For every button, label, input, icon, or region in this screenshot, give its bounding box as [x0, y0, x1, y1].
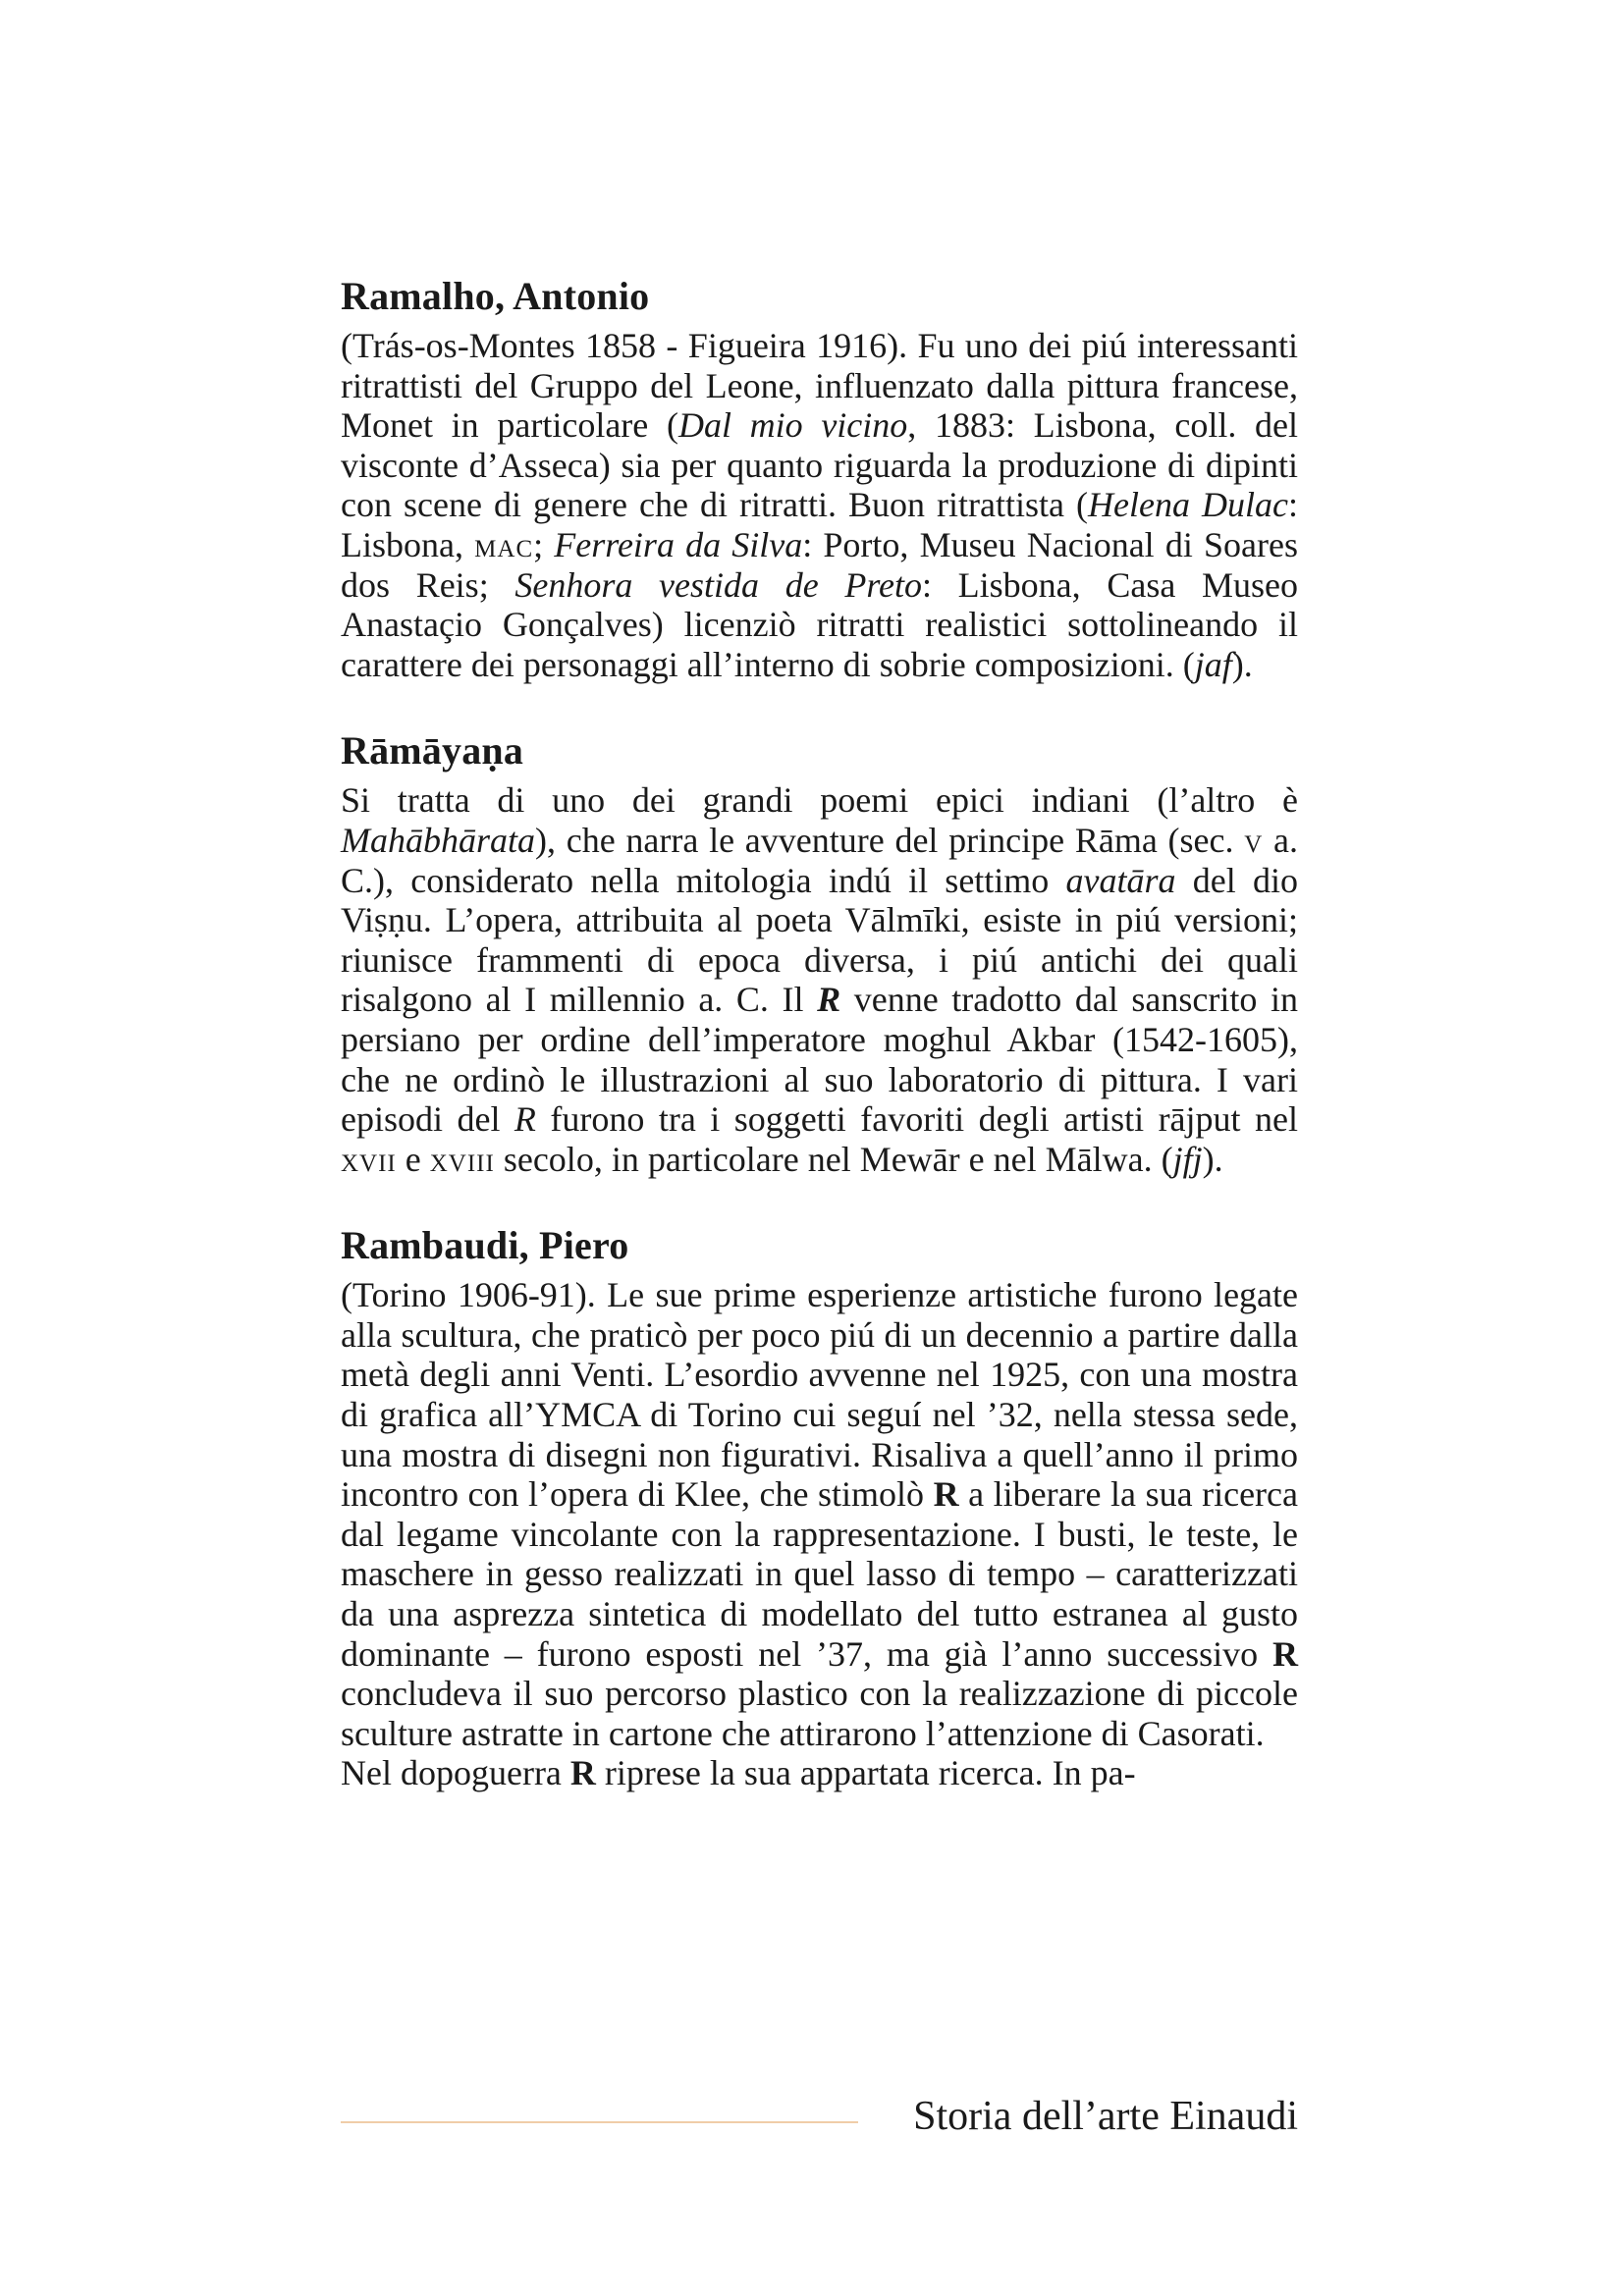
- italic-run: Senhora vestida de Preto: [514, 564, 922, 605]
- italic-run: Helena Dulac: [1088, 485, 1288, 525]
- italic-run: Dal mio vicino: [677, 405, 908, 446]
- text-run: e: [396, 1139, 430, 1179]
- italic-run: avatāra: [1065, 860, 1176, 900]
- entry-body: [341, 1275, 1298, 1793]
- bold-run: R: [569, 1753, 596, 1793]
- text-run: ).: [1231, 644, 1253, 684]
- entry-ramayana: [341, 725, 1298, 1179]
- entry-title: Ramalho, Antonio: [341, 274, 650, 318]
- italic-run: R: [514, 1099, 536, 1140]
- entry-title: Rambaudi, Piero: [341, 1223, 629, 1268]
- page-footer: [341, 2087, 1298, 2146]
- text-run: Si tratta di uno dei grandi poemi epici indiani (l’altro è: [341, 780, 1298, 821]
- text-run: venne tradotto dal sanscrito in persiano per ordine dell’imperatore moghul Akbar (1542-1605), che ne ordinò le illustrazioni al suo laboratorio di pittura. I vari episodi del: [341, 980, 1298, 1140]
- text-run: ), che narra le avventure del principe Rāma (sec.: [535, 820, 1245, 860]
- small-caps-run: mac: [474, 524, 534, 564]
- text-run: (Torino 1906-91). Le sue prime esperienze artistiche furono legate alla scultura, che praticò per poco piú di un decennio a partire dalla metà degli anni Venti. L’esordio avvenne nel 1925, con una mostra di grafica all’YMCA di Torino cui seguí nel ’32, nella stessa sede, una mostra di disegni non figurativi. Risaliva a quell’anno il primo incontro con l’opera di Klee, che stimolò: [341, 1275, 1298, 1515]
- text-run: concludeva il suo percorso plastico con la realizzazione di piccole sculture astratte in cartone che attirarono l’attenzione di Casorati.: [341, 1674, 1298, 1753]
- text-run: : Porto, Museu Nacional di Soares dos Reis;: [341, 524, 1298, 605]
- bold-italic-run: R: [817, 980, 841, 1020]
- entry-body: [341, 780, 1298, 1179]
- footer-rule: [341, 2121, 858, 2123]
- entry-title: Rāmāyaṇa: [341, 728, 524, 774]
- entry-rambaudi: [341, 1220, 1298, 1793]
- text-run: ).: [1202, 1139, 1223, 1179]
- footer-publication-title: Storia dell’arte Einaudi: [913, 2094, 1298, 2139]
- text-run: secolo, in particolare nel Mewār e nel Mālwa. (: [494, 1139, 1173, 1179]
- text-run: , 1883: Lisbona, coll. del visconte d’Asseca) sia per quanto riguarda la produzione di dipinti con scene di genere che di ritratti. Buon ritrattista (: [341, 405, 1298, 525]
- entry-ramalho: [341, 271, 1298, 684]
- text-run: a. C.), considerato nella mitologia indú il settimo: [341, 820, 1299, 900]
- text-run: riprese la sua appartata ricerca. In pa-: [595, 1753, 1136, 1793]
- text-run: furono tra i soggetti favoriti degli artisti rājput nel: [535, 1099, 1298, 1140]
- document-page: [341, 271, 1298, 1835]
- text-run: a liberare la sua ricerca dal legame vincolante con la rappresentazione. I busti, le teste, le maschere in gesso realizzati in quel lasso di tempo – caratterizzati da una asprezza sintetica di modellato del tutto estranea al gusto dominante – furono esposti nel ’37, ma già l’anno successivo: [341, 1474, 1298, 1674]
- entry-body: [341, 326, 1298, 684]
- text-run: : Lisbona, Casa Museo Anastaçio Gonçalves) licenziò ritratti realistici sottolineando il carattere dei personaggi all’interno di sobrie composizioni. (: [341, 564, 1298, 684]
- text-run: ;: [533, 524, 555, 564]
- small-caps-run: xvii: [341, 1139, 397, 1179]
- italic-run: Mahābhārata: [341, 820, 535, 860]
- text-run: Nel dopoguerra: [341, 1753, 570, 1793]
- bold-run: R: [1272, 1633, 1298, 1674]
- italic-run: jfj: [1172, 1139, 1203, 1179]
- text-run: : Lisbona,: [341, 485, 1298, 564]
- bold-run: R: [933, 1474, 959, 1515]
- italic-run: jaf: [1194, 644, 1232, 684]
- italic-run: Ferreira da Silva: [554, 524, 803, 564]
- small-caps-run: v: [1244, 820, 1264, 860]
- small-caps-run: xviii: [429, 1139, 495, 1179]
- text-run: del dio Viṣṇu. L’opera, attribuita al poeta Vālmīki, esiste in piú versioni; riunisce frammenti di epoca diversa, i piú antichi dei quali risalgono al I millennio a. C. Il: [341, 860, 1299, 1020]
- text-run: (Trás-os-Montes 1858 - Figueira 1916). Fu uno dei piú interessanti ritrattisti del Gruppo del Leone, influenzato dalla pittura francese, Monet in particolare (: [341, 326, 1298, 446]
